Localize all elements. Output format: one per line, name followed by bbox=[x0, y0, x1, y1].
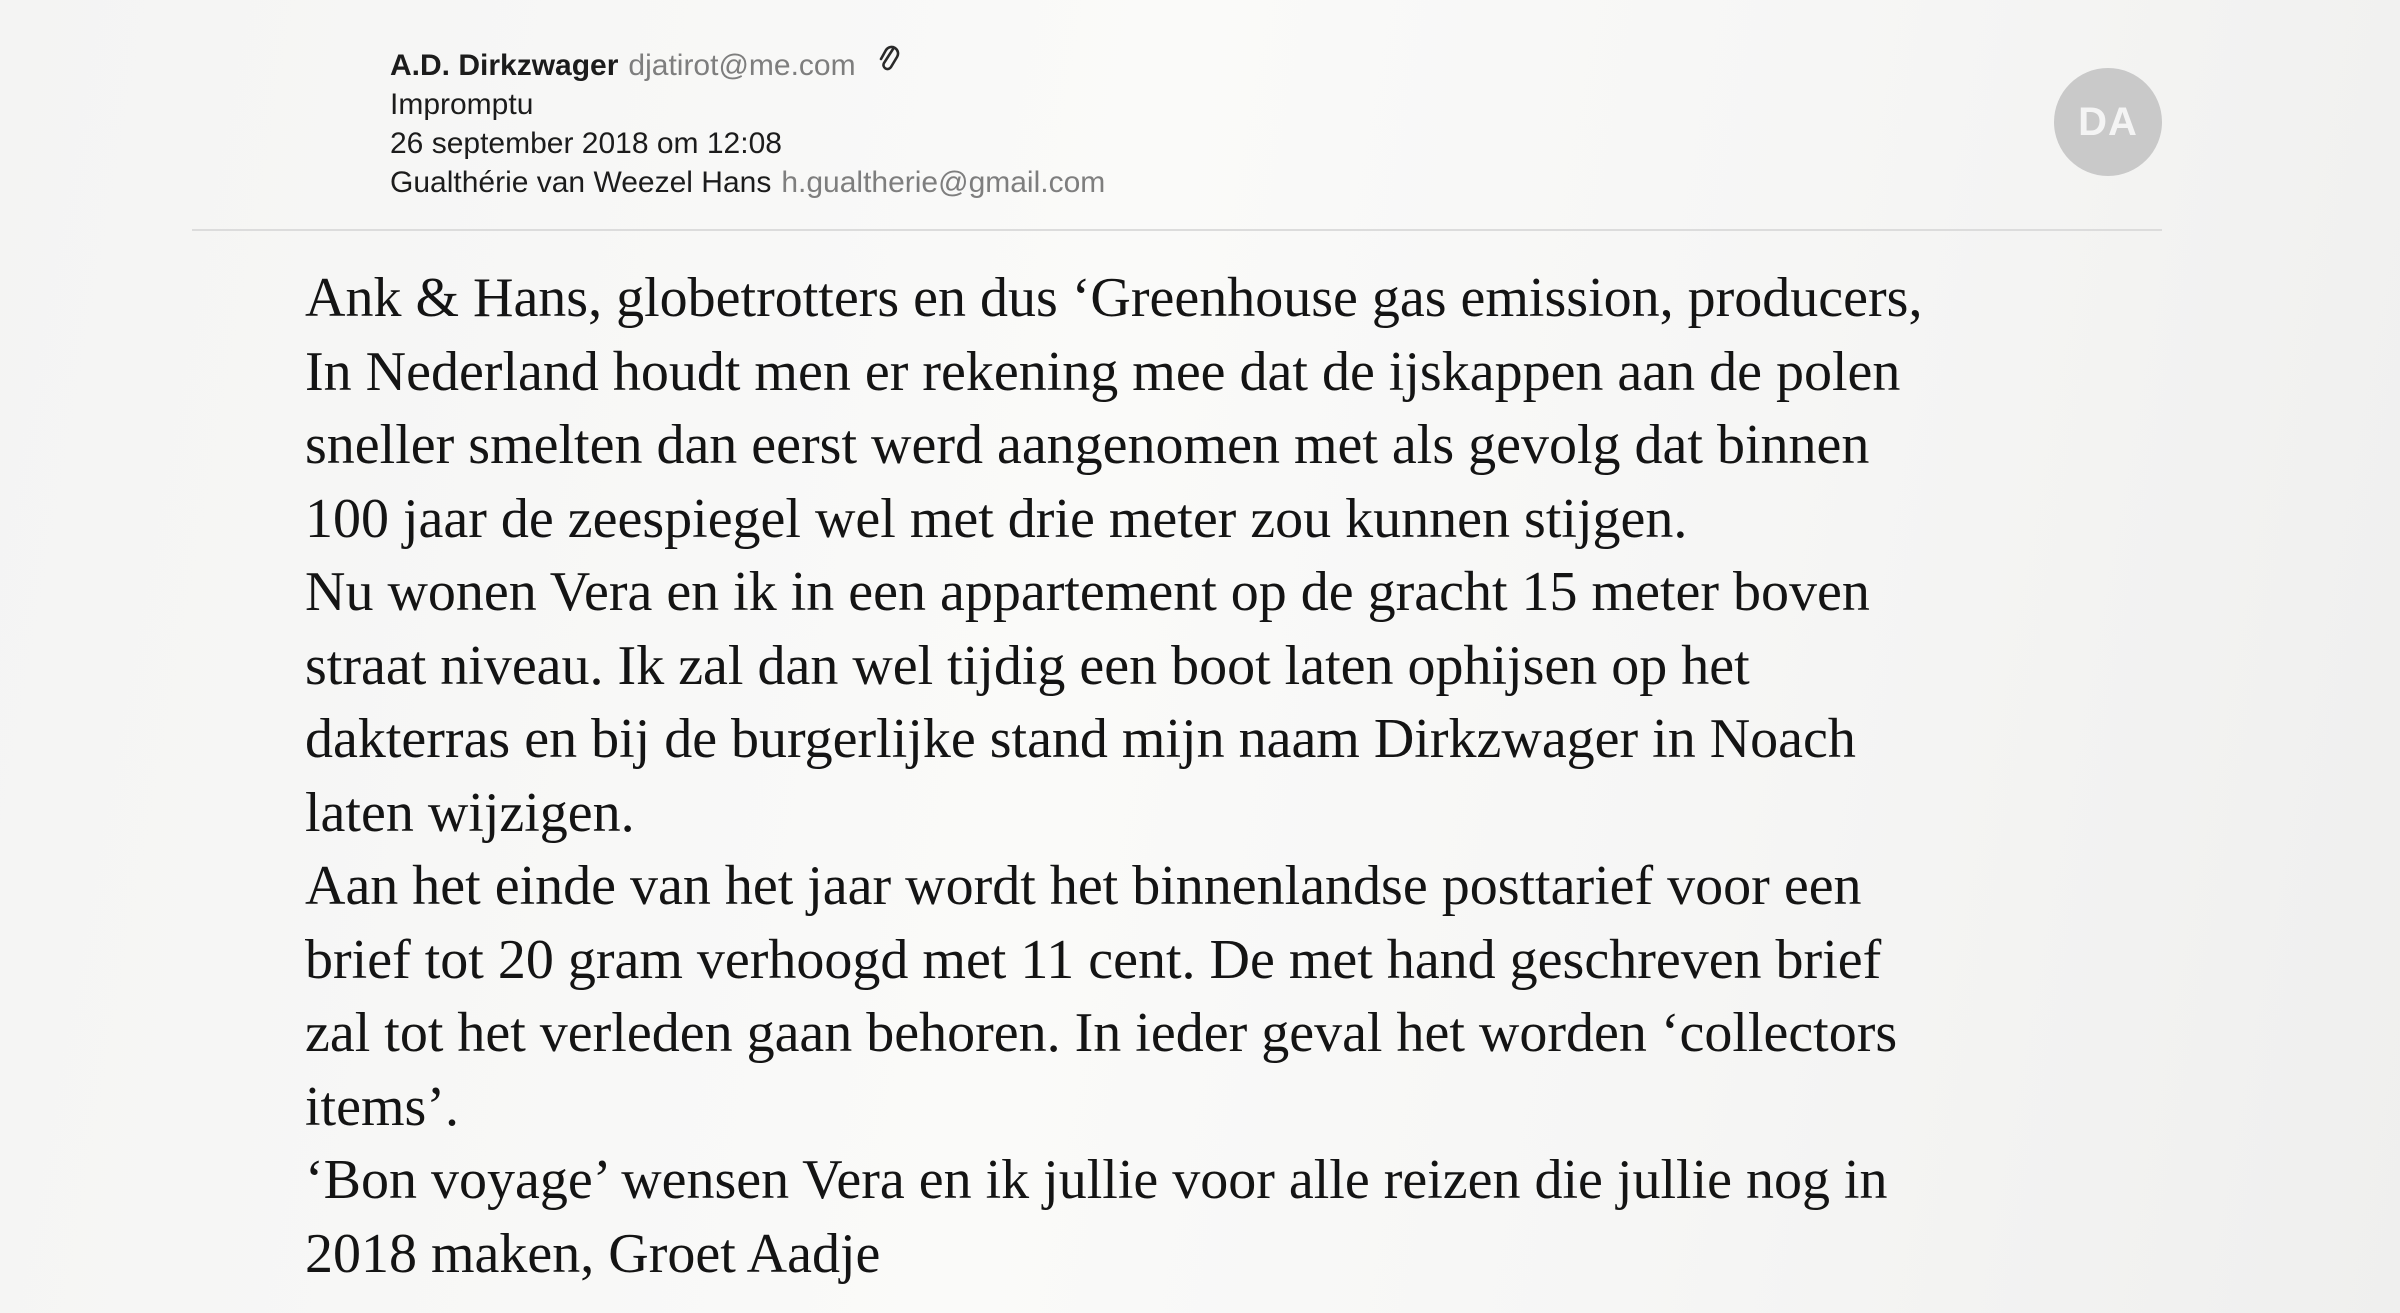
body-line: zal tot het verleden gaan behoren. In ieder geval het worden ‘collectors bbox=[305, 1002, 1898, 1064]
body-line: Nu wonen Vera en ik in een appartement op de gracht 15 meter boven bbox=[305, 561, 1870, 623]
body-line: dakterras en bij de burgerlijke stand mijn naam Dirkzwager in Noach bbox=[305, 708, 1856, 770]
date-row bbox=[0, 124, 1300, 163]
from-row bbox=[0, 46, 1300, 85]
body-line: Aan het einde van het jaar wordt het binnenlandse posttarief voor een bbox=[305, 855, 1862, 917]
sender-name: A.D. Dirkzwager bbox=[390, 49, 619, 82]
sender-email: djatirot@me.com bbox=[628, 49, 856, 82]
subject-row bbox=[0, 85, 1300, 124]
email-header bbox=[0, 46, 1300, 202]
body-line: straat niveau. Ik zal dan wel tijdig een boot laten ophijsen op het bbox=[305, 634, 1750, 697]
body-line: laten wijzigen. bbox=[305, 781, 635, 844]
body-line: brief tot 20 gram verhoogd met 11 cent. De met hand geschreven brief bbox=[305, 928, 1882, 991]
date-value: 26 september 2018 om 12:08 bbox=[390, 127, 782, 160]
from-value bbox=[390, 46, 900, 85]
header-divider bbox=[192, 229, 2162, 231]
recipient-name: Gualthérie van Weezel Hans bbox=[390, 166, 772, 199]
body-line: ‘Bon voyage’ wensen Vera en ik jullie voor alle reizen die jullie nog in bbox=[305, 1149, 1888, 1211]
body-line: In Nederland houdt men er rekening mee dat de ijskappen aan de polen bbox=[305, 340, 1901, 403]
body-line: items’. bbox=[305, 1075, 459, 1138]
recipient-email: h.gualtherie@gmail.com bbox=[781, 166, 1106, 199]
paperclip-icon bbox=[878, 43, 900, 85]
body-line: Ank & Hans, globetrotters en dus ‘Greenhouse gas emission, producers, bbox=[305, 267, 1923, 329]
to-row bbox=[0, 163, 1300, 202]
email-body bbox=[305, 262, 2205, 1291]
subject-value: Impromptu bbox=[390, 88, 534, 121]
body-line: 2018 maken, Groet Aadje bbox=[305, 1222, 881, 1285]
body-line: sneller smelten dan eerst werd aangenomen met als gevolg dat binnen bbox=[305, 414, 1870, 476]
body-line: 100 jaar de zeespiegel wel met drie meter zou kunnen stijgen. bbox=[305, 487, 1688, 550]
avatar: DA bbox=[2054, 68, 2162, 176]
to-value bbox=[390, 163, 1105, 202]
